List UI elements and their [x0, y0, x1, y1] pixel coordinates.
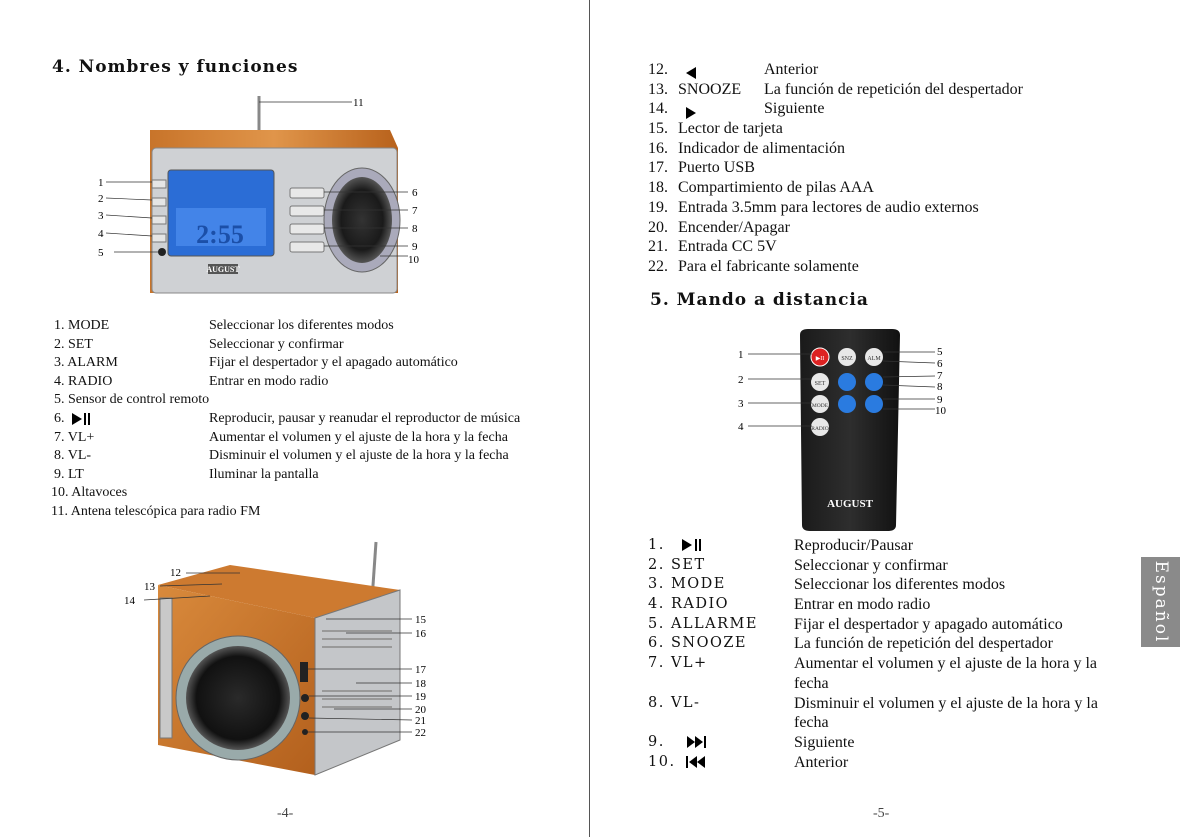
side-callout-17: 17 [415, 664, 426, 676]
play-pause-icon [679, 538, 705, 552]
remote-btn-mode: MODE [811, 403, 829, 409]
side-view-diagram [110, 540, 440, 785]
section-heading-names: 4. Nombres y funciones [52, 57, 299, 77]
front-callout-3: 3 [98, 210, 104, 222]
page-number-right: -5- [873, 806, 890, 821]
page-number-left: -4- [277, 806, 294, 821]
side-callout-16: 16 [415, 628, 426, 640]
remote-callout-10: 10 [935, 405, 946, 417]
svg-text:2:55: 2:55 [196, 220, 244, 249]
remote-callout-4: 4 [738, 421, 744, 433]
side-callout-13: 13 [144, 581, 155, 593]
front-callout-8: 8 [412, 223, 418, 235]
section-heading-remote: 5. Mando a distancia [650, 290, 869, 310]
front-callout-9: 9 [412, 241, 418, 253]
language-side-tab: Español [1141, 557, 1180, 647]
side-callout-21: 21 [415, 715, 426, 727]
side-callout-22: 22 [415, 727, 426, 739]
right-triangle-icon [684, 106, 698, 120]
remote-callout-9: 9 [937, 394, 943, 406]
remote-btn-radio: RADIO [811, 426, 829, 432]
side-callout-19: 19 [415, 691, 426, 703]
remote-btn-alm: ALM [867, 356, 881, 362]
remote-callout-7: 7 [937, 370, 943, 382]
front-view-diagram [80, 88, 440, 303]
front-callout-6: 6 [412, 187, 418, 199]
remote-brand-logo: AUGUST [827, 498, 873, 510]
side-callout-12: 12 [170, 567, 181, 579]
side-callout-20: 20 [415, 704, 426, 716]
remote-control-diagram [730, 325, 970, 535]
remote-btn-set: SET [814, 381, 826, 387]
remote-callout-8: 8 [937, 381, 943, 393]
side-callout-15: 15 [415, 614, 426, 626]
front-callout-7: 7 [412, 205, 418, 217]
play-pause-icon [68, 412, 92, 426]
remote-callout-1: 1 [738, 349, 744, 361]
remote-callout-6: 6 [937, 358, 943, 370]
left-triangle-icon [684, 66, 698, 80]
remote-callout-5: 5 [937, 346, 943, 358]
front-callout-1: 1 [98, 177, 104, 189]
side-callout-14: 14 [124, 595, 135, 607]
previous-track-icon [684, 755, 710, 769]
remote-callout-2: 2 [738, 374, 744, 386]
remote-callout-3: 3 [738, 398, 744, 410]
front-callout-10: 10 [408, 254, 419, 266]
side-callout-18: 18 [415, 678, 426, 690]
front-callout-11: 11 [353, 97, 364, 109]
front-callout-5: 5 [98, 247, 104, 259]
front-brand-logo: AUGUST [206, 265, 240, 274]
remote-btn-play: ▶II [815, 356, 825, 362]
remote-btn-snz: SNZ [841, 356, 853, 362]
front-callout-2: 2 [98, 193, 104, 205]
left-page: 4. Nombres y funciones 2:55 AUGUST 1 2 3 4 5 6 7 8 9 10 11 1. MODE Seleccionar los diferentes modos 2. SET Seleccionar y confirmar 3. ALARM Fijar el despertador y el apagado automático 4. RADIO Entrar en modo radio 5. Sensor de control remoto 6. Reproducir, pausar y reanudar el reproductor de música 7. VL+ Aumentar el volumen y el ajuste de la hora y la fecha 8. VL- Disminuir el volumen y el ajuste de la hora y la fecha 9. LT Iluminar la pantalla 10. Altavoces 11. Antena telescópica para radio FM 12 13 14 15 16 17 18 19 20 21 22 -4- [51, 57, 521, 821]
front-callout-4: 4 [98, 228, 104, 240]
next-track-icon [685, 735, 711, 749]
